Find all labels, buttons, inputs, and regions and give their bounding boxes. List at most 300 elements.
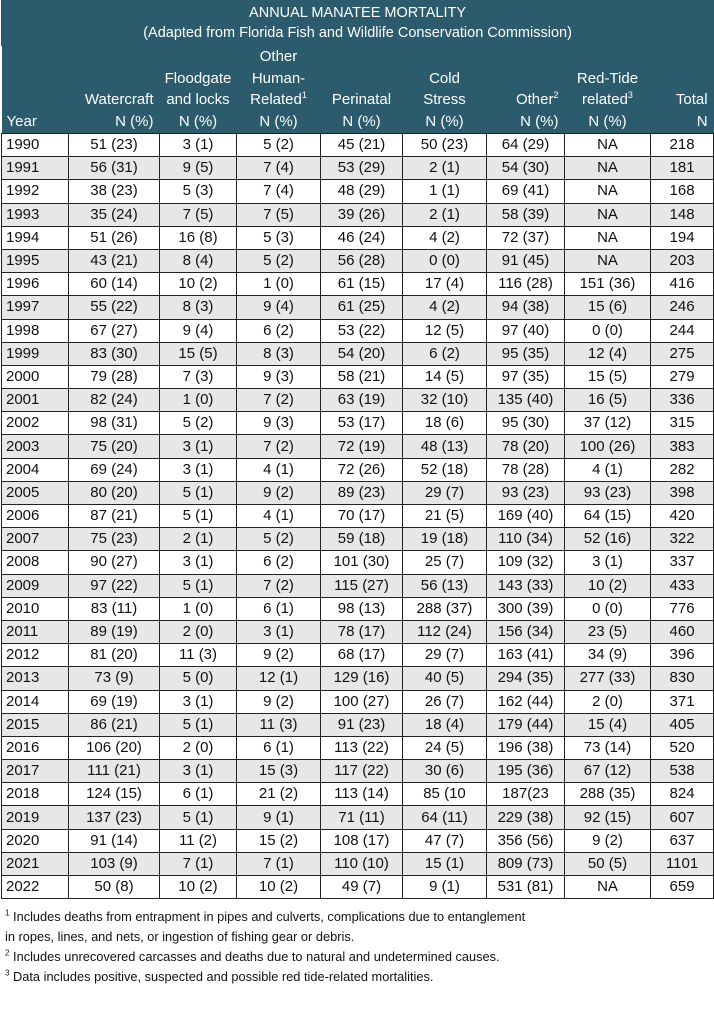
footnotes <box>1 907 713 987</box>
cell-floodgate-locks: 2 (0) <box>160 736 237 759</box>
cell-total: 538 <box>651 760 714 783</box>
cell-floodgate-locks: 6 (1) <box>160 783 237 806</box>
cell-watercraft: 38 (23) <box>69 180 160 203</box>
cell-total: 659 <box>651 876 714 899</box>
cell-year: 2016 <box>2 736 69 759</box>
cell-year: 2017 <box>2 760 69 783</box>
cell-red-tide: NA <box>565 157 651 180</box>
cell-red-tide: NA <box>565 226 651 249</box>
cell-watercraft: 97 (22) <box>69 574 160 597</box>
cell-cold-stress: 85 (10 <box>403 783 487 806</box>
table-row <box>2 852 714 875</box>
table-row <box>2 690 714 713</box>
cell-perinatal: 71 (11) <box>321 806 403 829</box>
footnote-text: in ropes, lines, and nets, or ingestion of fishing gear or debris. <box>5 929 355 945</box>
cell-year: 2003 <box>2 435 69 458</box>
cell-floodgate-locks: 2 (1) <box>160 528 237 551</box>
cell-watercraft: 91 (14) <box>69 829 160 852</box>
table-body <box>2 134 714 899</box>
table-subtitle: (Adapted from Florida Fish and Wildlife Conservation Commission) <box>143 25 572 41</box>
cell-cold-stress: 288 (37) <box>403 597 487 620</box>
cell-red-tide: 2 (0) <box>565 690 651 713</box>
cell-perinatal: 117 (22) <box>321 760 403 783</box>
cell-other-human-related: 3 (1) <box>237 620 321 643</box>
cell-watercraft: 86 (21) <box>69 713 160 736</box>
cell-other-human-related: 15 (2) <box>237 829 321 852</box>
cell-other: 809 (73) <box>487 852 565 875</box>
cell-other-human-related: 7 (4) <box>237 180 321 203</box>
column-header-line: Human- <box>251 69 306 87</box>
cell-cold-stress: 4 (2) <box>403 226 487 249</box>
table-row <box>2 412 714 435</box>
cell-perinatal: 54 (20) <box>321 342 403 365</box>
cell-year: 2013 <box>2 667 69 690</box>
cell-floodgate-locks: 5 (3) <box>160 180 237 203</box>
cell-cold-stress: 40 (5) <box>403 667 487 690</box>
cell-other-human-related: 5 (2) <box>237 134 321 157</box>
cell-other: 109 (32) <box>487 551 565 574</box>
cell-other: 110 (34) <box>487 528 565 551</box>
cell-watercraft: 51 (23) <box>69 134 160 157</box>
cell-other: 162 (44) <box>487 690 565 713</box>
cell-floodgate-locks: 5 (1) <box>160 505 237 528</box>
cell-other: 95 (30) <box>487 412 565 435</box>
cell-red-tide: 73 (14) <box>565 736 651 759</box>
column-header-line: N (%) <box>588 112 627 130</box>
table-row <box>2 458 714 481</box>
cell-year: 2000 <box>2 365 69 388</box>
column-header-line: Cold <box>429 69 460 87</box>
cell-total: 203 <box>651 249 714 272</box>
cell-total: 322 <box>651 528 714 551</box>
cell-other: 97 (35) <box>487 365 565 388</box>
cell-red-tide: 100 (26) <box>565 435 651 458</box>
cell-year: 2004 <box>2 458 69 481</box>
cell-red-tide: NA <box>565 180 651 203</box>
cell-perinatal: 45 (21) <box>321 134 403 157</box>
table-row <box>2 365 714 388</box>
footnote-marker: 2 <box>553 90 559 100</box>
cell-other: 135 (40) <box>487 389 565 412</box>
cell-floodgate-locks: 1 (0) <box>160 389 237 412</box>
table-row <box>2 597 714 620</box>
cell-red-tide: 23 (5) <box>565 620 651 643</box>
cell-perinatal: 110 (10) <box>321 852 403 875</box>
cell-cold-stress: 12 (5) <box>403 319 487 342</box>
cell-other: 143 (33) <box>487 574 565 597</box>
cell-other: 294 (35) <box>487 667 565 690</box>
cell-year: 2020 <box>2 829 69 852</box>
cell-other-human-related: 7 (5) <box>237 203 321 226</box>
cell-other: 179 (44) <box>487 713 565 736</box>
cell-floodgate-locks: 5 (2) <box>160 412 237 435</box>
table-row <box>2 876 714 899</box>
cell-other-human-related: 9 (3) <box>237 412 321 435</box>
cell-cold-stress: 21 (5) <box>403 505 487 528</box>
cell-floodgate-locks: 10 (2) <box>160 876 237 899</box>
cell-other: 195 (36) <box>487 760 565 783</box>
cell-perinatal: 115 (27) <box>321 574 403 597</box>
cell-perinatal: 61 (15) <box>321 273 403 296</box>
cell-watercraft: 51 (26) <box>69 226 160 249</box>
cell-perinatal: 100 (27) <box>321 690 403 713</box>
table-row <box>2 319 714 342</box>
cell-total: 398 <box>651 481 714 504</box>
cell-cold-stress: 26 (7) <box>403 690 487 713</box>
table-row <box>2 736 714 759</box>
cell-total: 168 <box>651 180 714 203</box>
cell-floodgate-locks: 3 (1) <box>160 690 237 713</box>
cell-year: 2002 <box>2 412 69 435</box>
cell-watercraft: 60 (14) <box>69 273 160 296</box>
cell-watercraft: 90 (27) <box>69 551 160 574</box>
table-row <box>2 644 714 667</box>
cell-floodgate-locks: 3 (1) <box>160 760 237 783</box>
column-header-line: N (%) <box>178 112 218 130</box>
cell-perinatal: 39 (26) <box>321 203 403 226</box>
column-header-row <box>2 46 714 134</box>
cell-watercraft: 103 (9) <box>69 852 160 875</box>
cell-red-tide: 151 (36) <box>565 273 651 296</box>
cell-other-human-related: 9 (4) <box>237 296 321 319</box>
column-header-perinatal <box>321 46 403 134</box>
cell-watercraft: 80 (20) <box>69 481 160 504</box>
column-header-line: Red-Tide <box>576 69 639 87</box>
cell-total: 637 <box>651 829 714 852</box>
cell-cold-stress: 47 (7) <box>403 829 487 852</box>
cell-watercraft: 137 (23) <box>69 806 160 829</box>
cell-other-human-related: 9 (1) <box>237 806 321 829</box>
column-header-cold-stress <box>403 46 487 134</box>
cell-watercraft: 67 (27) <box>69 319 160 342</box>
cell-cold-stress: 2 (1) <box>403 157 487 180</box>
column-header-line: Related$^1$ <box>250 90 307 108</box>
cell-floodgate-locks: 5 (1) <box>160 713 237 736</box>
cell-year: 1998 <box>2 319 69 342</box>
cell-year: 2012 <box>2 644 69 667</box>
column-header-total <box>651 46 714 134</box>
cell-watercraft: 83 (11) <box>69 597 160 620</box>
cell-total: 460 <box>651 620 714 643</box>
cell-total: 244 <box>651 319 714 342</box>
cell-watercraft: 69 (24) <box>69 458 160 481</box>
cell-red-tide: 4 (1) <box>565 458 651 481</box>
cell-perinatal: 72 (19) <box>321 435 403 458</box>
cell-perinatal: 101 (30) <box>321 551 403 574</box>
cell-watercraft: 69 (19) <box>69 690 160 713</box>
cell-other-human-related: 6 (2) <box>237 319 321 342</box>
cell-watercraft: 106 (20) <box>69 736 160 759</box>
table-row <box>2 551 714 574</box>
cell-floodgate-locks: 9 (4) <box>160 319 237 342</box>
cell-watercraft: 50 (8) <box>69 876 160 899</box>
cell-other: 169 (40) <box>487 505 565 528</box>
footnote-text: Includes deaths from entrapment in pipes and culverts, complications due to entanglement <box>13 909 526 925</box>
column-header-year <box>2 46 69 134</box>
cell-other: 93 (23) <box>487 481 565 504</box>
cell-year: 2011 <box>2 620 69 643</box>
cell-floodgate-locks: 8 (4) <box>160 249 237 272</box>
cell-other: 54 (30) <box>487 157 565 180</box>
table-row <box>2 760 714 783</box>
column-header-line: related$^3$ <box>582 90 633 108</box>
cell-perinatal: 53 (17) <box>321 412 403 435</box>
column-header-line: Other$^2$ <box>515 90 559 108</box>
cell-red-tide: 64 (15) <box>565 505 651 528</box>
cell-total: 337 <box>651 551 714 574</box>
cell-other: 229 (38) <box>487 806 565 829</box>
cell-cold-stress: 48 (13) <box>403 435 487 458</box>
cell-year: 2008 <box>2 551 69 574</box>
footnote-marker: 1 <box>5 908 10 918</box>
cell-red-tide: 0 (0) <box>565 597 651 620</box>
cell-perinatal: 108 (17) <box>321 829 403 852</box>
cell-total: 275 <box>651 342 714 365</box>
cell-red-tide: NA <box>565 876 651 899</box>
cell-other: 91 (45) <box>487 249 565 272</box>
cell-watercraft: 79 (28) <box>69 365 160 388</box>
column-header-line: Total <box>675 91 708 108</box>
table-row <box>2 783 714 806</box>
cell-other-human-related: 7 (2) <box>237 389 321 412</box>
cell-red-tide: 10 (2) <box>565 574 651 597</box>
cell-cold-stress: 1 (1) <box>403 180 487 203</box>
cell-other-human-related: 6 (1) <box>237 736 321 759</box>
cell-year: 1995 <box>2 249 69 272</box>
manatee-mortality-table <box>1 0 714 899</box>
footnote-marker: 2 <box>5 948 10 958</box>
cell-red-tide: NA <box>565 134 651 157</box>
cell-total: 416 <box>651 273 714 296</box>
cell-red-tide: 12 (4) <box>565 342 651 365</box>
cell-floodgate-locks: 7 (5) <box>160 203 237 226</box>
cell-other: 58 (39) <box>487 203 565 226</box>
cell-red-tide: NA <box>565 203 651 226</box>
table-row <box>2 180 714 203</box>
cell-red-tide: 288 (35) <box>565 783 651 806</box>
cell-year: 2014 <box>2 690 69 713</box>
cell-other-human-related: 5 (3) <box>237 226 321 249</box>
cell-floodgate-locks: 3 (1) <box>160 134 237 157</box>
footnote-marker: 1 <box>301 90 307 100</box>
cell-perinatal: 70 (17) <box>321 505 403 528</box>
cell-other: 116 (28) <box>487 273 565 296</box>
cell-total: 420 <box>651 505 714 528</box>
cell-watercraft: 73 (9) <box>69 667 160 690</box>
cell-perinatal: 61 (25) <box>321 296 403 319</box>
cell-perinatal: 46 (24) <box>321 226 403 249</box>
cell-watercraft: 87 (21) <box>69 505 160 528</box>
cell-watercraft: 55 (22) <box>69 296 160 319</box>
cell-year: 2021 <box>2 852 69 875</box>
cell-red-tide: 16 (5) <box>565 389 651 412</box>
cell-perinatal: 129 (16) <box>321 667 403 690</box>
table-row <box>2 134 714 157</box>
cell-total: 1101 <box>651 852 714 875</box>
cell-year: 1994 <box>2 226 69 249</box>
cell-other: 97 (40) <box>487 319 565 342</box>
cell-other-human-related: 6 (1) <box>237 597 321 620</box>
footnote-text: Includes unrecovered carcasses and deaths due to natural and undetermined causes. <box>13 949 500 965</box>
cell-watercraft: 56 (31) <box>69 157 160 180</box>
table-row <box>2 620 714 643</box>
table-row <box>2 505 714 528</box>
cell-floodgate-locks: 16 (8) <box>160 226 237 249</box>
cell-other-human-related: 6 (2) <box>237 551 321 574</box>
cell-year: 2005 <box>2 481 69 504</box>
cell-other-human-related: 9 (2) <box>237 481 321 504</box>
cell-other: 163 (41) <box>487 644 565 667</box>
cell-total: 824 <box>651 783 714 806</box>
cell-floodgate-locks: 2 (0) <box>160 620 237 643</box>
cell-cold-stress: 30 (6) <box>403 760 487 783</box>
cell-red-tide: 15 (6) <box>565 296 651 319</box>
cell-red-tide: 15 (4) <box>565 713 651 736</box>
cell-year: 2022 <box>2 876 69 899</box>
table-row <box>2 273 714 296</box>
cell-year: 2007 <box>2 528 69 551</box>
cell-floodgate-locks: 5 (0) <box>160 667 237 690</box>
cell-other: 69 (41) <box>487 180 565 203</box>
cell-year: 2018 <box>2 783 69 806</box>
cell-watercraft: 35 (24) <box>69 203 160 226</box>
cell-other-human-related: 15 (3) <box>237 760 321 783</box>
cell-other: 187(23 <box>487 783 565 806</box>
cell-other: 64 (29) <box>487 134 565 157</box>
cell-cold-stress: 64 (11) <box>403 806 487 829</box>
cell-watercraft: 82 (24) <box>69 389 160 412</box>
cell-other-human-related: 5 (2) <box>237 528 321 551</box>
cell-other-human-related: 9 (3) <box>237 365 321 388</box>
cell-total: 607 <box>651 806 714 829</box>
column-header-line: N (%) <box>115 112 154 130</box>
cell-total: 181 <box>651 157 714 180</box>
cell-year: 2001 <box>2 389 69 412</box>
cell-year: 2006 <box>2 505 69 528</box>
cell-year: 1990 <box>2 134 69 157</box>
cell-cold-stress: 9 (1) <box>403 876 487 899</box>
column-header-watercraft <box>69 46 160 134</box>
cell-other-human-related: 5 (2) <box>237 249 321 272</box>
cell-perinatal: 98 (13) <box>321 597 403 620</box>
cell-total: 336 <box>651 389 714 412</box>
cell-other-human-related: 10 (2) <box>237 876 321 899</box>
cell-total: 405 <box>651 713 714 736</box>
cell-other-human-related: 4 (1) <box>237 505 321 528</box>
footnote-marker: 3 <box>5 968 10 978</box>
table-row <box>2 226 714 249</box>
cell-watercraft: 111 (21) <box>69 760 160 783</box>
cell-cold-stress: 18 (6) <box>403 412 487 435</box>
cell-red-tide: NA <box>565 249 651 272</box>
cell-perinatal: 59 (18) <box>321 528 403 551</box>
footnote-line <box>5 967 713 987</box>
cell-year: 2015 <box>2 713 69 736</box>
footnote-marker: 3 <box>627 90 633 100</box>
cell-total: 371 <box>651 690 714 713</box>
cell-floodgate-locks: 7 (1) <box>160 852 237 875</box>
cell-year: 2009 <box>2 574 69 597</box>
cell-total: 433 <box>651 574 714 597</box>
table-row <box>2 157 714 180</box>
cell-cold-stress: 17 (4) <box>403 273 487 296</box>
cell-other-human-related: 11 (3) <box>237 713 321 736</box>
cell-other: 156 (34) <box>487 620 565 643</box>
cell-perinatal: 53 (29) <box>321 157 403 180</box>
cell-total: 148 <box>651 203 714 226</box>
cell-perinatal: 91 (23) <box>321 713 403 736</box>
cell-perinatal: 49 (7) <box>321 876 403 899</box>
table-title-block <box>2 1 714 46</box>
cell-floodgate-locks: 11 (3) <box>160 644 237 667</box>
column-header-floodgate-locks <box>160 46 237 134</box>
cell-cold-stress: 18 (4) <box>403 713 487 736</box>
cell-cold-stress: 24 (5) <box>403 736 487 759</box>
cell-year: 2010 <box>2 597 69 620</box>
cell-cold-stress: 19 (18) <box>403 528 487 551</box>
footnote-text: Data includes positive, suspected and possible red tide-related mortalities. <box>13 969 434 985</box>
column-header-red-tide <box>565 46 651 134</box>
column-header-line: Stress <box>423 91 466 108</box>
cell-cold-stress: 25 (7) <box>403 551 487 574</box>
cell-other-human-related: 7 (2) <box>237 574 321 597</box>
cell-red-tide: 34 (9) <box>565 644 651 667</box>
column-header-line: Year <box>6 112 37 130</box>
table-row <box>2 481 714 504</box>
cell-other: 300 (39) <box>487 597 565 620</box>
table-row <box>2 342 714 365</box>
cell-perinatal: 113 (22) <box>321 736 403 759</box>
table-row <box>2 389 714 412</box>
column-header-other-human-related <box>237 46 321 134</box>
cell-other-human-related: 7 (4) <box>237 157 321 180</box>
cell-total: 282 <box>651 458 714 481</box>
cell-cold-stress: 6 (2) <box>403 342 487 365</box>
cell-other: 531 (81) <box>487 876 565 899</box>
cell-other-human-related: 7 (1) <box>237 852 321 875</box>
cell-year: 1997 <box>2 296 69 319</box>
cell-other-human-related: 21 (2) <box>237 783 321 806</box>
table-row <box>2 203 714 226</box>
footnote-line <box>5 947 713 967</box>
cell-cold-stress: 112 (24) <box>403 620 487 643</box>
cell-other-human-related: 7 (2) <box>237 435 321 458</box>
cell-total: 776 <box>651 597 714 620</box>
cell-total: 279 <box>651 365 714 388</box>
cell-total: 218 <box>651 134 714 157</box>
cell-year: 1996 <box>2 273 69 296</box>
cell-other-human-related: 12 (1) <box>237 667 321 690</box>
cell-floodgate-locks: 10 (2) <box>160 273 237 296</box>
cell-total: 315 <box>651 412 714 435</box>
cell-total: 194 <box>651 226 714 249</box>
cell-other-human-related: 8 (3) <box>237 342 321 365</box>
cell-cold-stress: 50 (23) <box>403 134 487 157</box>
cell-red-tide: 3 (1) <box>565 551 651 574</box>
column-header-line: N (%) <box>520 112 559 130</box>
cell-perinatal: 56 (28) <box>321 249 403 272</box>
cell-cold-stress: 52 (18) <box>403 458 487 481</box>
cell-cold-stress: 2 (1) <box>403 203 487 226</box>
cell-watercraft: 81 (20) <box>69 644 160 667</box>
cell-red-tide: 93 (23) <box>565 481 651 504</box>
column-header-line: N (%) <box>342 112 381 130</box>
cell-perinatal: 53 (22) <box>321 319 403 342</box>
cell-watercraft: 75 (20) <box>69 435 160 458</box>
cell-red-tide: 0 (0) <box>565 319 651 342</box>
cell-watercraft: 83 (30) <box>69 342 160 365</box>
cell-year: 1991 <box>2 157 69 180</box>
